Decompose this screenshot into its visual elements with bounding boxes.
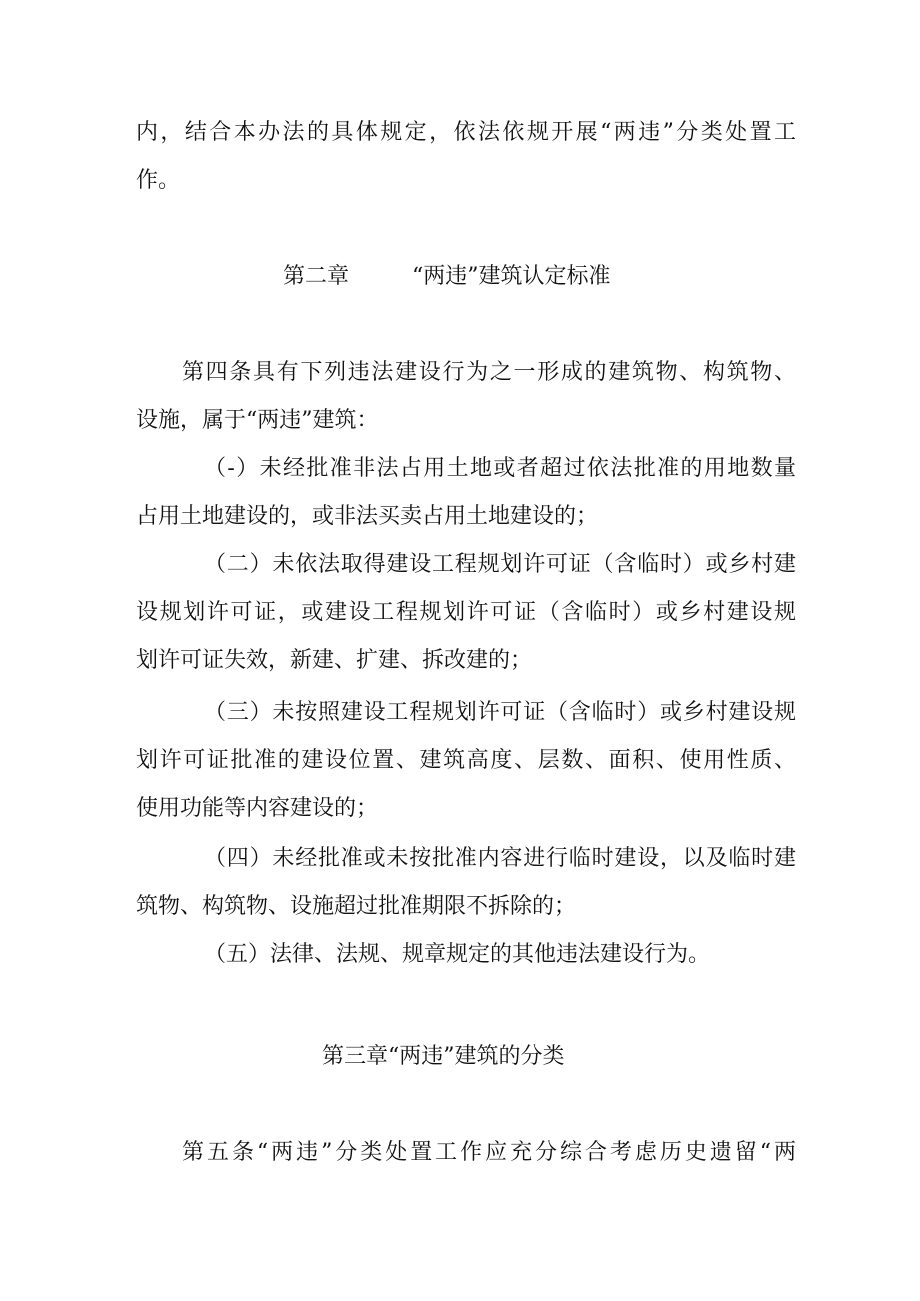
- list-item-line: （五）法律、法规、规章规定的其他违法建设行为。: [204, 942, 711, 967]
- article-line: 第五条“两违”分类处置工作应充分综合考虑历史遗留“两: [182, 1140, 796, 1165]
- chapter-number: 第二章: [283, 264, 350, 289]
- chapter-title: 第三章“两违”建筑的分类: [322, 1044, 565, 1069]
- list-item-line: 使用功能等内容建设的；: [136, 796, 379, 821]
- article-line: 第四条具有下列违法建设行为之一形成的建筑物、构筑物、: [182, 360, 796, 385]
- list-item-line: 划许可证失效，新建、扩建、拆改建的；: [136, 648, 533, 673]
- paragraph-line: 作。: [136, 168, 181, 193]
- list-item-line: 筑物、构筑物、设施超过批准期限不拆除的；: [136, 894, 577, 919]
- list-item-line: （-）未经批准非法占用土地或者超过依法批准的用地数量: [204, 456, 796, 481]
- list-item-line: 占用土地建设的，或非法买卖占用土地建设的；: [136, 504, 599, 529]
- list-item-line: （二）未依法取得建设工程规划许可证（含临时）或乡村建: [204, 552, 796, 577]
- paragraph-line: 内，结合本办法的具体规定，依法依规开展“两违”分类处置工: [136, 120, 796, 145]
- list-item-line: （四）未经批准或未按批准内容进行临时建设，以及临时建: [204, 846, 796, 871]
- list-item-line: 划许可证批准的建设位置、建筑高度、层数、面积、使用性质、: [136, 748, 796, 773]
- article-line: 设施，属于“两违”建筑：: [136, 408, 379, 433]
- chapter-title: “两违”建筑认定标准: [412, 264, 611, 289]
- list-item-line: 设规划许可证，或建设工程规划许可证（含临时）或乡村建设规: [136, 600, 796, 625]
- list-item-line: （三）未按照建设工程规划许可证（含临时）或乡村建设规: [204, 700, 796, 725]
